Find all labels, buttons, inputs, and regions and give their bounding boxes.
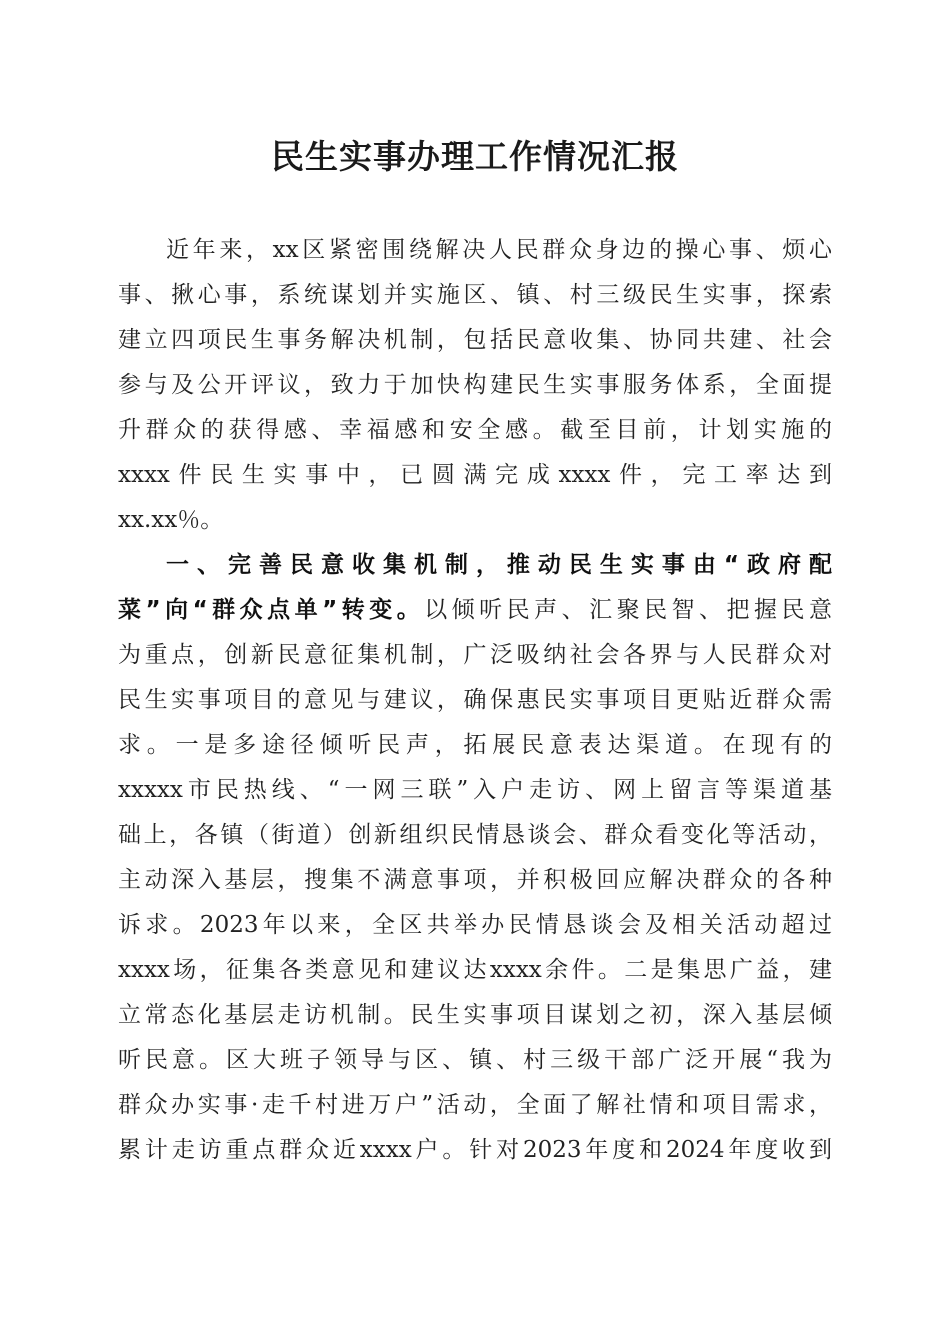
section-line: 诉求。2023年以来，全区共举办民情恳谈会及相关活动超过 bbox=[118, 912, 832, 938]
intro-line: 建立四项民生事务解决机制，包括民意收集、协同共建、社会 bbox=[118, 327, 832, 353]
document-body bbox=[118, 228, 832, 1173]
section-line: 听民意。区大班子领导与区、镇、村三级干部广泛开展“我为 bbox=[118, 1047, 832, 1073]
section-line: xxxx场，征集各类意见和建议达xxxx余件。二是集思广益，建 bbox=[118, 957, 832, 983]
intro-line: xxxx件民生实事中，已圆满完成xxxx件，完工率达到 bbox=[118, 462, 832, 488]
section-text: 以倾听民声、汇聚民智、把握民意 bbox=[424, 597, 832, 623]
intro-line: 升群众的获得感、幸福感和安全感。截至目前，计划实施的 bbox=[118, 417, 832, 443]
section-heading: 一、完善民意收集机制，推动民生实事由“政府配 bbox=[166, 552, 832, 578]
section-line: 民生实事项目的意见与建议，确保惠民实事项目更贴近群众需 bbox=[118, 687, 832, 713]
section-line: 础上，各镇（街道）创新组织民情恳谈会、群众看变化等活动， bbox=[118, 822, 832, 848]
section-line: xxxxx市民热线、“一网三联”入户走访、网上留言等渠道基 bbox=[118, 777, 832, 803]
section-line: 累计走访重点群众近xxxx户。针对2023年度和2024年度收到 bbox=[118, 1137, 832, 1163]
section-line: 群众办实事·走千村进万户”活动，全面了解社情和项目需求， bbox=[118, 1092, 832, 1118]
section-heading-continued: 菜”向“群众点单”转变。 bbox=[118, 597, 425, 623]
section-line bbox=[118, 588, 832, 633]
intro-line: 事、揪心事，系统谋划并实施区、镇、村三级民生实事，探索 bbox=[118, 282, 832, 308]
section-1-paragraph bbox=[118, 543, 832, 1173]
intro-line: 近年来，xx区紧密围绕解决人民群众身边的操心事、烦心 bbox=[166, 237, 832, 263]
section-line: 为重点，创新民意征集机制，广泛吸纳社会各界与人民群众对 bbox=[118, 642, 832, 668]
section-line: 立常态化基层走访机制。民生实事项目谋划之初，深入基层倾 bbox=[118, 1002, 832, 1028]
intro-paragraph bbox=[118, 228, 832, 543]
section-line: 求。一是多途径倾听民声，拓展民意表达渠道。在现有的 bbox=[118, 732, 832, 758]
intro-line: xx.xx％。 bbox=[118, 507, 224, 533]
section-line: 主动深入基层，搜集不满意事项，并积极回应解决群众的各种 bbox=[118, 867, 832, 893]
intro-line: 参与及公开评议，致力于加快构建民生实事服务体系，全面提 bbox=[118, 372, 832, 398]
page-title: 民生实事办理工作情况汇报 bbox=[271, 137, 679, 176]
